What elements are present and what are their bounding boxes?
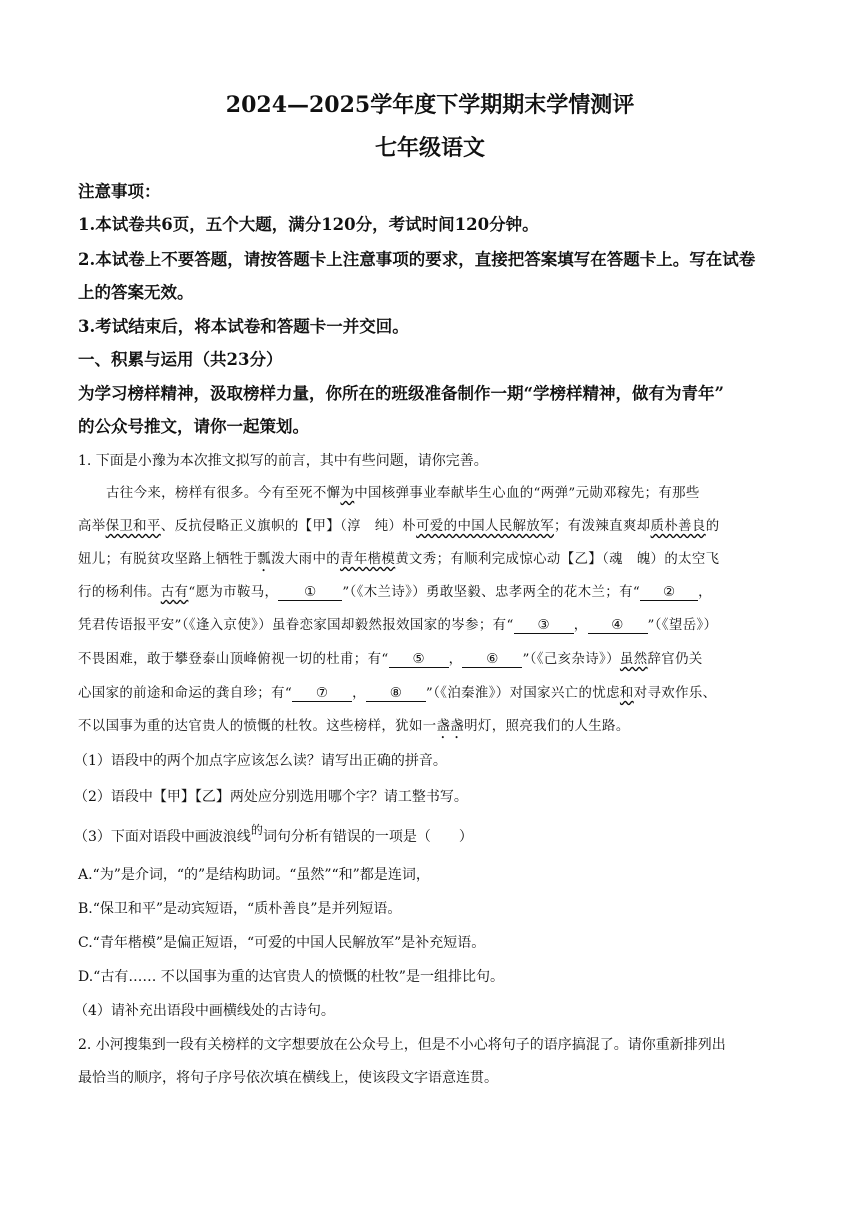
note-item-2-line-2: 上的答案无效。	[78, 283, 194, 302]
section-1-intro-line-2: 的公众号推文，请你一起策划。	[78, 417, 309, 436]
option-b: B.“保卫和平”是动宾短语，“质朴善良”是并列短语。	[78, 901, 402, 917]
exam-title: 2024—2025学年度下学期期末学情测评	[225, 92, 635, 118]
question-1-stem: 1. 下面是小豫为本次推文拟写的前言，其中有些问题，请你完善。	[78, 453, 488, 469]
option-a: A.“为”是介词，“的”是结构助词。“虽然”“和”都是连词，	[78, 867, 430, 883]
question-2-line-1: 2. 小河搜集到一段有关榜样的文字想要放在公众号上，但是不小心将句子的语序搞混了。请你重新排列出	[78, 1037, 726, 1053]
passage-line-3: 妞儿；有脱贫攻坚路上牺牲于瓢泼大雨中的青年楷模黄文秀；有顺利完成惊心动【乙】（魂 魄）的太空飞	[78, 552, 720, 567]
blank-7: ⑦	[292, 686, 352, 702]
note-item-1: 1.本试卷共6页，五个大题，满分120分，考试时间120分钟。	[78, 215, 539, 234]
section-1-intro-line-1: 为学习榜样精神，汲取榜样力量，你所在的班级准备制作一期“学榜样精神，做有为青年”	[78, 384, 724, 403]
passage-line-7: 心国家的前途和命运的龚自珍；有“ ⑦ ， ⑧ ”（《泊秦淮》）对国家兴亡的忧虑和对寻欢作乐、	[78, 686, 717, 701]
passage-line-8: 不以国事为重的达官贵人的愤慨的杜牧。这些榜样，犹如一盏盏明灯，照亮我们的人生路。	[78, 719, 630, 734]
passage-line-1: 古往今来，榜样有很多。今有至死不懈为中国核弹事业奉献毕生心血的“两弹”元勋邓稼先；有那些	[106, 486, 700, 501]
blank-4: ④	[588, 618, 648, 634]
passage-line-5: 凭君传语报平安”（《逢入京使》）虽眷恋家国却毅然报效国家的岑参；有“ ③ ， ④ ”（《望岳》）	[78, 618, 718, 633]
exam-subtitle: 七年级语文	[374, 135, 485, 161]
wavy-word-suiran: 虽然	[619, 652, 648, 667]
sub-question-4: （4）请补充出语段中画横线处的古诗句。	[74, 1003, 335, 1019]
sub-question-2: （2）语段中【甲】【乙】两处应分别选用哪个字？请工整书写。	[74, 789, 468, 805]
dotted-chars-zhanzhan: 盏盏	[436, 719, 465, 734]
sub-question-1: （1）语段中的两个加点字应该怎么读？请写出正确的拼音。	[74, 753, 447, 769]
option-d: D.“古有…… 不以国事为重的达官贵人的愤慨的杜牧”是一组排比句。	[78, 969, 504, 985]
option-c: C.“青年楷模”是偏正短语，“可爱的中国人民解放军”是补充短语。	[78, 935, 486, 951]
blank-8: ⑧	[366, 686, 426, 702]
passage-line-4: 行的杨利伟。古有“愿为市鞍马， ① ”（《木兰诗》）勇敢坚毅、忠孝两全的花木兰；有“ ② ，	[78, 585, 712, 600]
blank-1: ①	[278, 585, 342, 601]
question-2-line-2: 最恰当的顺序，将句子序号依次填在横线上，使该段文字语意连贯。	[78, 1070, 498, 1086]
blank-3: ③	[514, 618, 574, 634]
sub-question-3: （3）下面对语段中画波浪线的词句分析有错误的一项是（ ）	[74, 823, 473, 845]
wavy-phrase-baowei-heping: 保卫和平	[105, 519, 161, 534]
passage-line-6: 不畏困难，敢于攀登泰山顶峰俯视一切的杜甫；有“ ⑤ ， ⑥ ”（《己亥杂诗》）虽然辞官仍关	[78, 652, 703, 667]
wavy-phrase-gu-you: 古有	[160, 585, 189, 600]
wavy-word-he: 和	[619, 686, 634, 701]
section-1-heading: 一、积累与运用（共23分）	[78, 350, 283, 369]
wavy-phrase-zhipu-shanliang: 质朴善良	[650, 519, 706, 534]
notes-heading: 注意事项：	[78, 182, 161, 201]
blank-6: ⑥	[462, 652, 522, 668]
passage-line-2: 高举保卫和平、反抗侵略正义旗帜的【甲】（淳 纯）朴可爱的中国人民解放军；有泼辣直爽却质朴善良的	[78, 519, 720, 534]
note-item-2-line-1: 2.本试卷上不要答题，请按答题卡上注意事项的要求，直接把答案填写在答题卡上。写在试卷	[78, 250, 756, 269]
blank-2: ②	[640, 585, 698, 601]
blank-5: ⑤	[389, 652, 449, 668]
note-item-3: 3.考试结束后，将本试卷和答题卡一并交回。	[78, 317, 409, 336]
dotted-char-piao: 瓢	[257, 552, 272, 567]
wavy-phrase-jiefangjun: 可爱的中国人民解放军	[416, 519, 554, 534]
wavy-phrase-qingnian-kaimo: 青年楷模	[340, 552, 396, 567]
wavy-word-wei: 为	[340, 486, 355, 501]
